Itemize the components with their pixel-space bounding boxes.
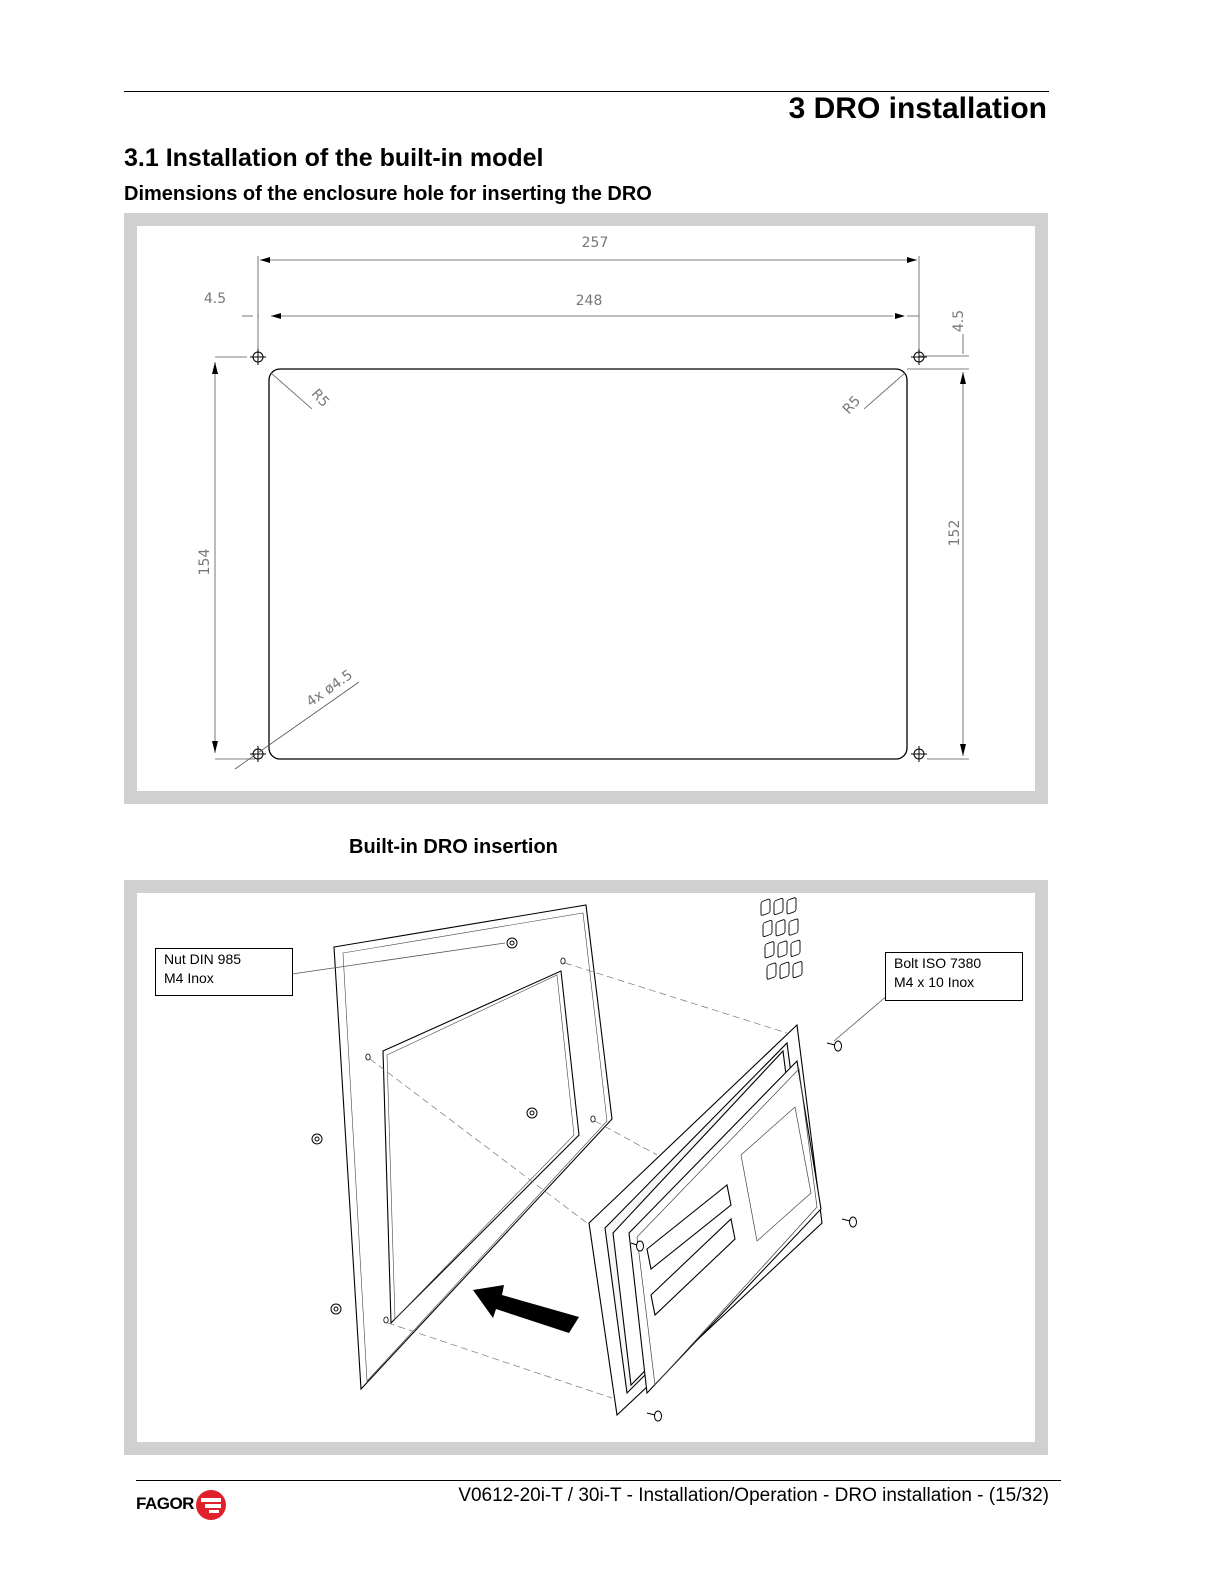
radius-left-label: R5 [307, 386, 333, 411]
nut-callout [155, 948, 293, 996]
bolt-callout-line2: M4 x 10 Inox [894, 974, 975, 990]
cutout-rectangle [269, 369, 907, 759]
fagor-logo-icon [195, 1489, 227, 1521]
radius-right-label: R5 [839, 393, 865, 418]
insertion-arrow [473, 1285, 579, 1333]
figure-subtitle: Dimensions of the enclosure hole for inserting the DRO [124, 183, 652, 205]
footer-rule [136, 1480, 1061, 1481]
chapter-title: 3 DRO installation [788, 92, 1047, 125]
dim-right-offset: 4.5 [951, 309, 967, 333]
dim-left-height: 154 [197, 548, 213, 576]
nut-callout-line2: M4 Inox [164, 970, 214, 986]
mounting-hole-top-right [911, 349, 927, 365]
mounting-hole-bottom-right [911, 746, 927, 762]
dim-overall-width: 257 [581, 235, 609, 251]
dim-left-offset: 4.5 [203, 291, 227, 307]
insertion-figure-title: Built-in DRO insertion [349, 836, 558, 858]
dro-unit [589, 1025, 822, 1415]
dim-right-height: 152 [947, 519, 963, 547]
section-title: 3.1 Installation of the built-in model [124, 144, 544, 172]
cutout-drawing-area [137, 226, 1035, 791]
nut-callout-line1: Nut DIN 985 [164, 951, 242, 967]
dro-keypad [761, 897, 802, 980]
cutout-dimension-drawing [137, 226, 1035, 791]
bolt-callout [885, 952, 1023, 1001]
fagor-logo-text: FAGOR [136, 1494, 194, 1513]
mounting-hole-bottom-left [250, 746, 266, 762]
holes-note-label: 4x ø4.5 [303, 667, 356, 711]
footer-page-info: V0612-20i-T / 30i-T - Installation/Operation - DRO installation - (15/32) [458, 1485, 1049, 1506]
insertion-drawing-area [137, 893, 1035, 1442]
dim-inner-width: 248 [575, 293, 603, 309]
bolt-callout-line1: Bolt ISO 7380 [894, 955, 982, 971]
mounting-hole-top-left [250, 349, 266, 365]
cutout-drawing-frame [124, 213, 1048, 804]
insertion-drawing-frame [124, 880, 1048, 1455]
